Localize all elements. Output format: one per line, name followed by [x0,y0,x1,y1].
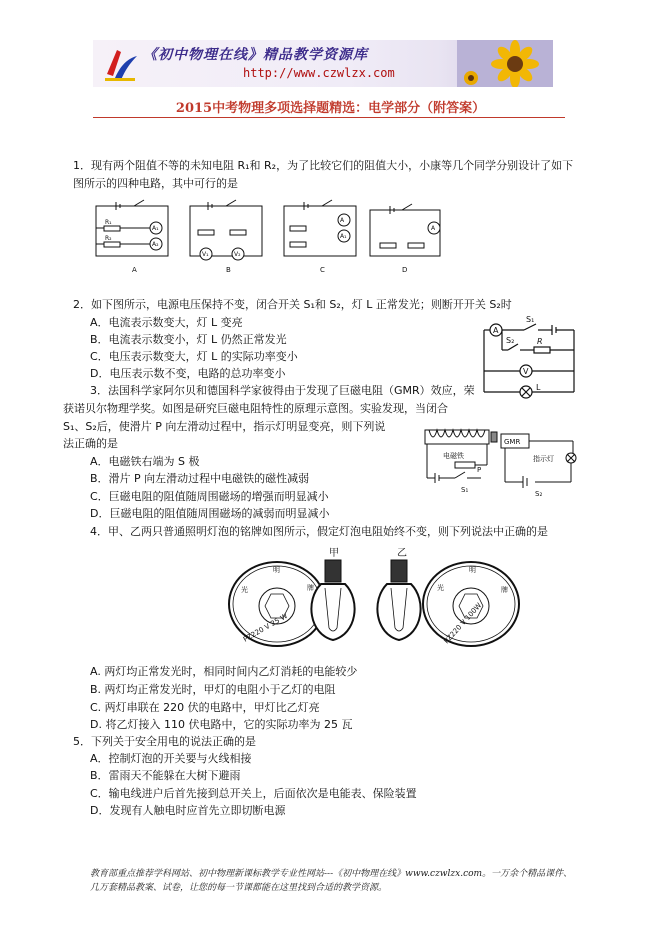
q5-option-d: D．发现有人触电时应首先立即切断电源 [90,804,286,817]
q4-stem: 4．甲、乙两只普通照明灯泡的铭牌如图所示，假定灯泡电阻始终不变，则下列说法中正确的是 [90,525,548,538]
right-nameplate [423,562,519,646]
svg-text:明: 明 [273,566,280,574]
fig-d-meter-a: A [431,225,436,232]
q3-fig-s2: S₂ [535,490,543,498]
q2-option-d: D．电压表示数不变，电路的总功率变小 [90,367,286,380]
q2-stem: 2．如下图所示，电源电压保持不变，闭合开关 S₁和 S₂，灯 L 正常发光；则断开开关 S₂时 [73,298,512,311]
svg-text:光: 光 [437,584,444,592]
left-rating: PZ220 V 25 W [242,611,290,644]
q2-fig-voltmeter: V [523,367,529,376]
q2-option-c: C．电压表示数变大，灯 L 的实际功率变小 [90,350,298,363]
q2-fig-s1: S₁ [526,315,535,324]
svg-text:明: 明 [469,566,476,574]
q3-stem-line1: 3．法国科学家阿尔贝和德国科学家彼得由于发现了巨磁电阻（GMR）效应，荣 [90,384,475,397]
q3-fig-gmr: GMR [504,438,521,446]
q4-lamp-nameplates [225,544,525,652]
fig-b-meter-v1: V₁ [202,251,209,258]
bulb-yi-icon [377,560,420,640]
q2-option-a: A．电流表示数变大，灯 L 变亮 [90,316,243,329]
q4-option-c: C. 两灯串联在 220 伏的电路中，甲灯比乙灯亮 [90,701,320,714]
q2-fig-ammeter: A [493,326,499,335]
q1-stem-line2: 图所示的四种电路，其中可行的是 [73,177,238,190]
q2-option-b: B．电流表示数变小，灯 L 仍然正常发光 [90,333,287,346]
q3-gmr-diagram [405,424,585,500]
q1-circuit-diagrams [90,196,450,282]
q2-circuit-diagram [478,314,580,402]
fig-label-d: D [402,266,408,274]
q3-fig-p: P [477,466,482,474]
svg-text:光: 光 [241,586,248,594]
q4-option-d: D. 将乙灯接入 110 伏电路中，它的实际功率为 25 瓦 [90,718,353,731]
bulb-jia-icon [311,560,354,640]
fig-label-b: B [226,266,231,274]
q3-fig-s1: S₁ [461,486,469,494]
q3-stem-line3: S₁、S₂后，使滑片 P 向左滑动过程中，指示灯明显变亮，则下列说 [63,420,386,433]
right-rating: PZ220 V 100W [442,601,484,646]
brand-title: 《初中物理在线》精品教学资源库 [143,47,368,63]
fig-label-a: A [132,266,137,274]
q4-option-a: A. 两灯均正常发光时，相同时间内乙灯消耗的电能较少 [90,665,358,678]
fig-a-r2-label: R₂ [105,235,112,242]
q3-option-c: C．巨磁电阻的阻值随周围磁场的增强而明显减小 [90,490,329,503]
fig-a-r1-label: R₁ [105,219,112,226]
title-divider [93,117,565,118]
document-title: 2015中考物理多项选择题精选：电学部分（附答案） [175,101,486,116]
q3-fig-electromagnet: 电磁铁 [443,452,464,460]
q4-option-b: B. 两灯均正常发光时，甲灯的电阻小于乙灯的电阻 [90,683,336,696]
q3-fig-indicator-lamp: 指示灯 [533,455,554,463]
q2-fig-r: R [537,337,543,346]
q2-fig-s2: S₂ [506,336,515,345]
fig-c-meter-a: A [340,217,345,224]
footer-line1: 教育部重点推荐学科网站、初中物理新课标教学专业性网站---《初中物理在线》www.czwlzx.com。一万余个精品课件、 [90,869,573,879]
fig-c-meter-a1: A₁ [340,233,347,240]
q5-option-a: A．控制灯泡的开关要与火线相接 [90,752,252,765]
fig-a-meter-a1: A₁ [152,225,159,232]
label-yi: 乙 [397,548,407,559]
footer-line2: 几万套精品教案、试卷，让您的每一节课都能在这里找到合适的教学资源。 [90,883,388,893]
q3-option-d: D．巨磁电阻的阻值随周围磁场的减弱而明显减小 [90,507,330,520]
site-logo-icon [101,44,139,84]
q3-stem-line2: 获诺贝尔物理学奖。如图是研究巨磁电阻特性的原理示意图。实验发现，当闭合 [63,402,448,415]
q3-option-a: A．电磁铁右端为 S 极 [90,455,200,468]
fig-b-meter-v2: V₂ [234,251,241,258]
site-url[interactable]: http://www.czwlzx.com [243,66,395,80]
q1-stem-line1: 1．现有两个阻值不等的未知电阻 R₁和 R₂，为了比较它们的阻值大小，小康等几个同学分别设计了如下 [73,159,574,172]
svg-text:牌: 牌 [307,584,314,592]
q3-option-b: B．滑片 P 向左滑动过程中电磁铁的磁性减弱 [90,472,310,485]
q5-option-c: C．输电线进户后首先接到总开关上，后面依次是电能表、保险装置 [90,787,417,800]
sunflower-icon [457,40,553,87]
fig-a-meter-a2: A₂ [152,241,159,248]
header-banner [93,40,553,87]
q5-stem: 5．下列关于安全用电的说法正确的是 [73,735,256,748]
q2-fig-lamp: L [536,383,541,392]
q5-option-b: B．雷雨天不能躲在大树下避雨 [90,769,241,782]
left-nameplate [229,562,325,646]
label-jia: 甲 [329,548,339,559]
q3-stem-line4: 法正确的是 [63,437,118,450]
svg-text:牌: 牌 [501,586,508,594]
fig-label-c: C [320,266,325,274]
